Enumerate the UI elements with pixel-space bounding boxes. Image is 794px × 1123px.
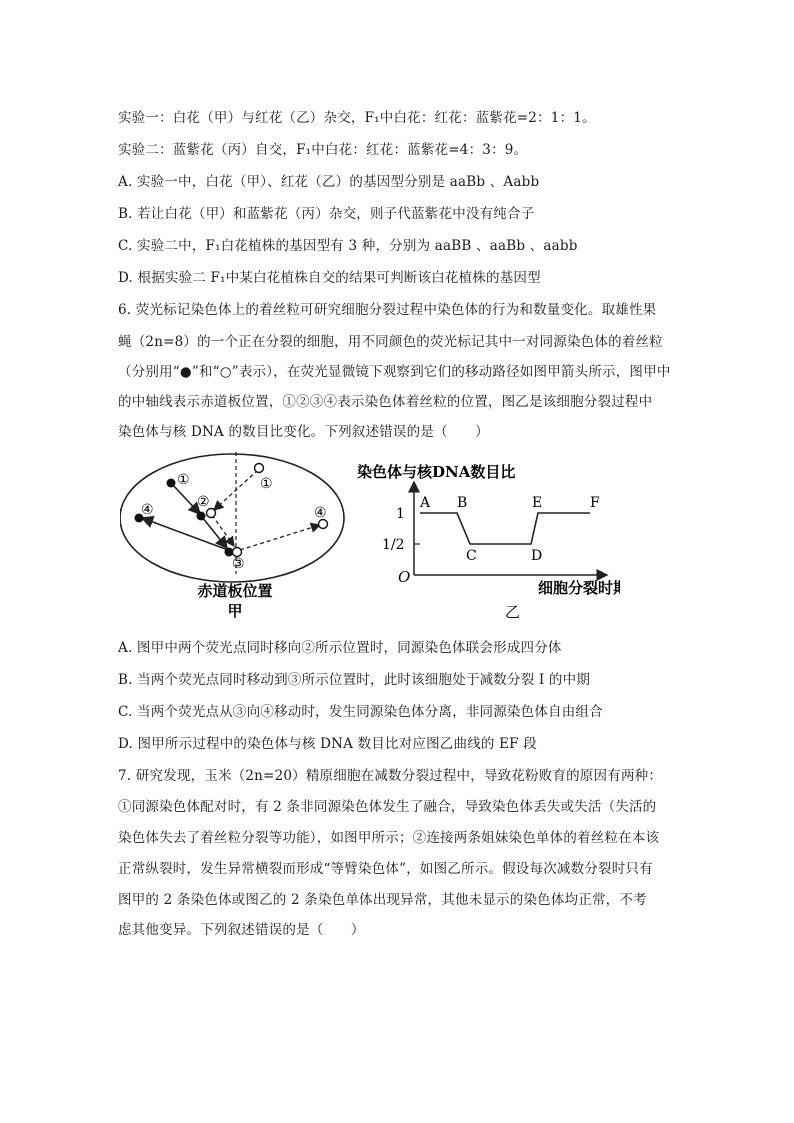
question-6-stem: 染色体与核 DNA 的数目比变化。下列叙述错误的是（ ） — [118, 424, 489, 440]
question-6-stem: 的中轴线表示赤道板位置，①②③④表示染色体着丝粒的位置，图乙是该细胞分裂过程中 — [118, 394, 653, 410]
point-label-E: E — [532, 495, 543, 511]
question-6-stem: 6. 荧光标记染色体上的着丝粒可研究细胞分裂过程中染色体的行为和数量变化。取雄性果 — [118, 302, 657, 318]
position-mark: ④ — [314, 505, 327, 521]
position-mark: ② — [197, 494, 210, 510]
position-mark: ③ — [232, 556, 245, 572]
path-arrow — [172, 484, 200, 514]
point-label-B: B — [457, 495, 468, 511]
text-line: 实验二：蓝紫花（丙）自交，F₁中白花：红花：蓝紫花=4：3：9。 — [118, 142, 528, 158]
diagram-jia — [120, 452, 344, 620]
y-tick-label: 1/2 — [382, 537, 405, 553]
series-line — [420, 513, 590, 544]
question-7-stem: 7. 研究发现，玉米（2n=20）精原细胞在减数分裂过程中，导致花粉败育的原因有两种： — [118, 768, 663, 784]
question-6-stem: （分别用“●”和“○”表示），在荧光显微镜下观察到它们的移动路径如图甲箭头所示，图甲中 — [118, 364, 671, 380]
point-label-A: A — [420, 495, 431, 511]
black-dot — [167, 479, 176, 488]
figure-svg — [120, 452, 620, 632]
path-arrow — [202, 517, 227, 548]
question-7-stem: 图甲的 2 条染色体或图乙的 2 条染色单体出现异常，其他未显示的染色体均正常，不考 — [118, 892, 647, 908]
question-7-stem: 正常纵裂时，发生异常横裂而形成“等臂染色体”，如图乙所示。假设每次减数分裂时只有 — [118, 861, 653, 877]
point-label-C: C — [466, 548, 477, 564]
option-b: B. 若让白花（甲）和蓝紫花（丙）杂交，则子代蓝紫花中没有纯合子 — [118, 206, 535, 222]
position-mark: ④ — [141, 502, 154, 518]
option-c: C. 当两个荧光点从③向④移动时，发生同源染色体分离，非同源染色体自由组合 — [118, 704, 603, 720]
option-d: D. 图甲所示过程中的染色体与核 DNA 数目比对应图乙曲线的 EF 段 — [118, 736, 537, 752]
question-7-stem: 虑其他变异。下列叙述错误的是（ ） — [118, 922, 365, 938]
text-line: 实验一：白花（甲）与红花（乙）杂交，F₁中白花：红花：蓝紫花=2：1：1。 — [118, 110, 596, 126]
position-mark: ① — [260, 476, 273, 492]
option-b: B. 当两个荧光点同时移动到③所示位置时，此时该细胞处于减数分裂 I 的中期 — [118, 672, 591, 688]
open-dot — [255, 464, 264, 473]
question-6-stem: 蝇（2n=8）的一个正在分裂的细胞，用不同颜色的荧光标记其中一对同源染色体的着丝粒 — [118, 334, 663, 350]
question-7-stem: ①同源染色体配对时，有 2 条非同源染色体发生了融合，导致染色体丢失或失活（失活的 — [118, 799, 657, 815]
option-a: A. 图甲中两个荧光点同时移向②所示位置时，同源染色体联会形成四分体 — [118, 640, 562, 656]
figure-caption: 甲 — [227, 602, 243, 620]
x-axis-label: 细胞分裂时期 — [538, 579, 620, 597]
origin-label: O — [398, 568, 411, 586]
figure-area — [120, 452, 620, 632]
chart-yi — [357, 463, 620, 621]
point-label-D: D — [531, 548, 543, 564]
option-d: D. 根据实验二 F₁中某白花植株自交的结果可判断该白花植株的基因型 — [118, 270, 541, 286]
point-label-F: F — [590, 495, 600, 511]
y-tick-label: 1 — [396, 506, 405, 522]
chart-title: 染色体与核DNA数目比 — [357, 463, 516, 481]
option-c: C. 实验二中，F₁白花植株的基因型有 3 种，分别为 aaBB 、aaBb 、aabb — [118, 238, 578, 254]
black-dot — [197, 512, 206, 521]
path-arrow — [212, 515, 234, 546]
position-mark: ① — [177, 472, 190, 488]
equator-label: 赤道板位置 — [197, 582, 273, 600]
question-7-stem: 染色体失去了着丝粒分裂等功能），如图甲所示；②连接两条姐妹染色单体的着丝粒在本该 — [118, 830, 660, 846]
option-a: A. 实验一中，白花（甲）、红花（乙）的基因型分别是 aaBb 、Aabb — [118, 174, 540, 190]
chart-caption: 乙 — [505, 603, 521, 621]
path-arrow — [240, 525, 320, 550]
